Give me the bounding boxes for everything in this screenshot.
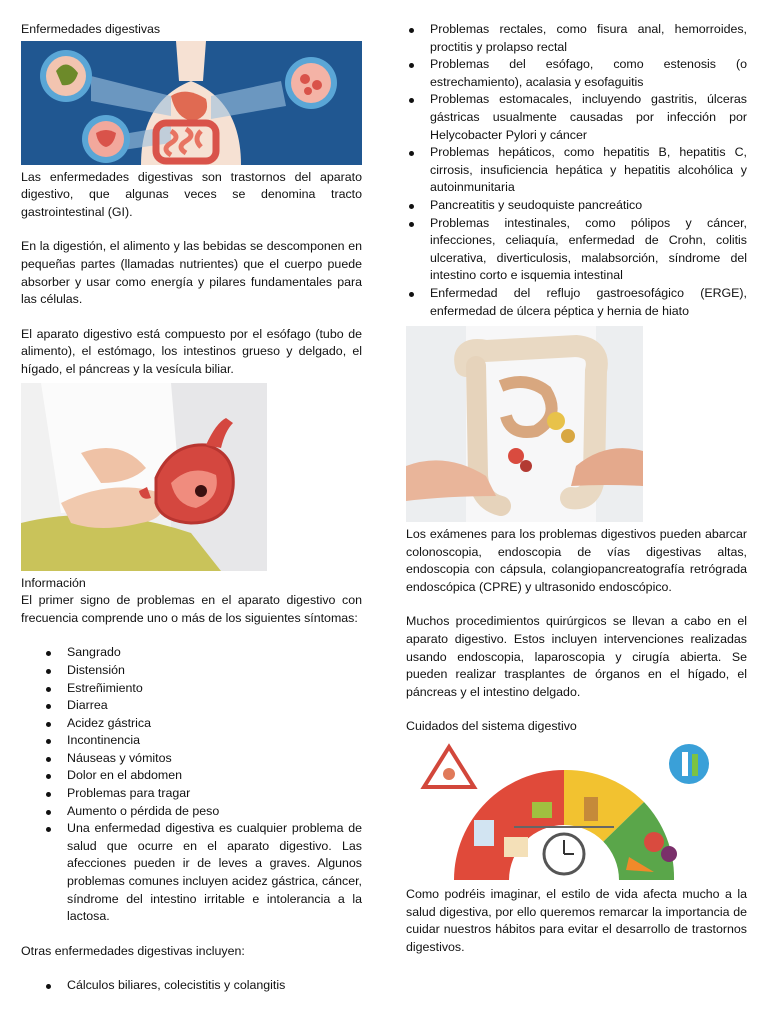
intestine-model-photo <box>406 326 643 522</box>
info-heading: Información <box>21 575 86 590</box>
list-item: Acidez gástrica <box>21 715 362 733</box>
digestion-paragraph: En la digestión, el alimento y las bebidas se descomponen en pequeñas partes (llamadas nutrientes) que el cuerpo puede absorber y usar como energía y pilares fundamentales para las células. <box>21 239 362 307</box>
care-heading: Cuidados del sistema digestivo <box>406 719 577 734</box>
list-item: Estreñimiento <box>21 680 362 698</box>
list-item: Problemas rectales, como fisura anal, hemorroides, proctitis y prolapso rectal <box>385 21 747 56</box>
food-scale-illustration <box>414 742 714 880</box>
right-column <box>406 21 747 956</box>
list-item: Sangrado <box>21 644 362 662</box>
symptoms-intro-paragraph: El primer signo de problemas en el aparato digestivo con frecuencia comprende uno o más de los siguientes síntomas: <box>21 593 362 625</box>
list-item: Enfermedad del reflujo gastroesofágico (ERGE), enfermedad de úlcera péptica y hernia de hiato <box>385 285 747 320</box>
other-diseases-intro: Otras enfermedades digestivas incluyen: <box>21 943 245 958</box>
list-item: Distensión <box>21 662 362 680</box>
anatomy-paragraph: El aparato digestivo está compuesto por el esófago (tubo de alimento), el estómago, los intestinos grueso y delgado, el hígado, el páncreas y la vesícula biliar. <box>21 326 362 376</box>
page-title: Enfermedades digestivas <box>21 22 161 36</box>
list-item: Problemas estomacales, incluyendo gastritis, úlceras gástricas usualmente causadas por infección por Helycobacter Pylori y cáncer <box>385 91 747 144</box>
stomach-pain-photo <box>21 383 267 571</box>
list-item: Incontinencia <box>21 732 362 750</box>
symptoms-list <box>21 644 362 926</box>
lifestyle-paragraph: Como podréis imaginar, el estilo de vida afecta mucho a la salud digestiva, por ello queremos remarcar la importancia de cuidar nuestros hábitos para evitar el desarrollo de trastornos digestivos. <box>406 887 747 954</box>
list-item: Problemas intestinales, como pólipos y cáncer, infecciones, celiaquía, enfermedad de Crohn, colitis ulcerativa, diverticulosis, malabsorción, síndrome del intestino corto e isquemia intestinal <box>385 215 747 285</box>
left-column <box>21 21 362 995</box>
digestive-system-illustration <box>21 41 362 165</box>
surgery-paragraph: Muchos procedimientos quirúrgicos se llevan a cabo en el aparato digestivo. Estos incluyen intervenciones realizadas usando endoscopia, laparoscopia y cirugía abierta. Se pueden realizar trasplantes de órganos en el hígado, el páncreas y el intestino delgado. <box>406 614 747 699</box>
list-item: Diarrea <box>21 697 362 715</box>
other-diseases-list <box>21 977 362 995</box>
list-item: Problemas para tragar <box>21 785 362 803</box>
intro-paragraph: Las enfermedades digestivas son trastornos del aparato digestivo, que algunas veces se denomina tracto gastrointestinal (GI). <box>21 169 362 219</box>
list-item: Cálculos biliares, colecistitis y colangitis <box>21 977 362 995</box>
list-item: Problemas del esófago, como estenosis (o estrechamiento), acalasia y esofaguitis <box>385 56 747 91</box>
list-item: Dolor en el abdomen <box>21 767 362 785</box>
list-item: Náuseas y vómitos <box>21 750 362 768</box>
diseases-list <box>406 21 747 320</box>
list-item: Pancreatitis y seudoquiste pancreático <box>385 197 747 215</box>
exams-paragraph: Los exámenes para los problemas digestivos pueden abarcar colonoscopia, endoscopia de vías digestivas altas, endoscopia con cápsula, colangiopancreatografía retrógrada endoscópica (CPRE) y ultrasonido endoscópico. <box>406 527 747 594</box>
list-item: Una enfermedad digestiva es cualquier problema de salud que ocurre en el aparato digestivo. Las afecciones pueden ir de leves a graves. Algunos problemas comunes incluyen acidez gástrica, cáncer, síndrome del intestino irritable e intolerancia a la lactosa. <box>21 820 362 926</box>
list-item: Aumento o pérdida de peso <box>21 803 362 821</box>
list-item: Problemas hepáticos, como hepatitis B, hepatitis C, cirrosis, insuficiencia hepática y hepatitis alcohólica y autoinmunitaria <box>385 144 747 197</box>
